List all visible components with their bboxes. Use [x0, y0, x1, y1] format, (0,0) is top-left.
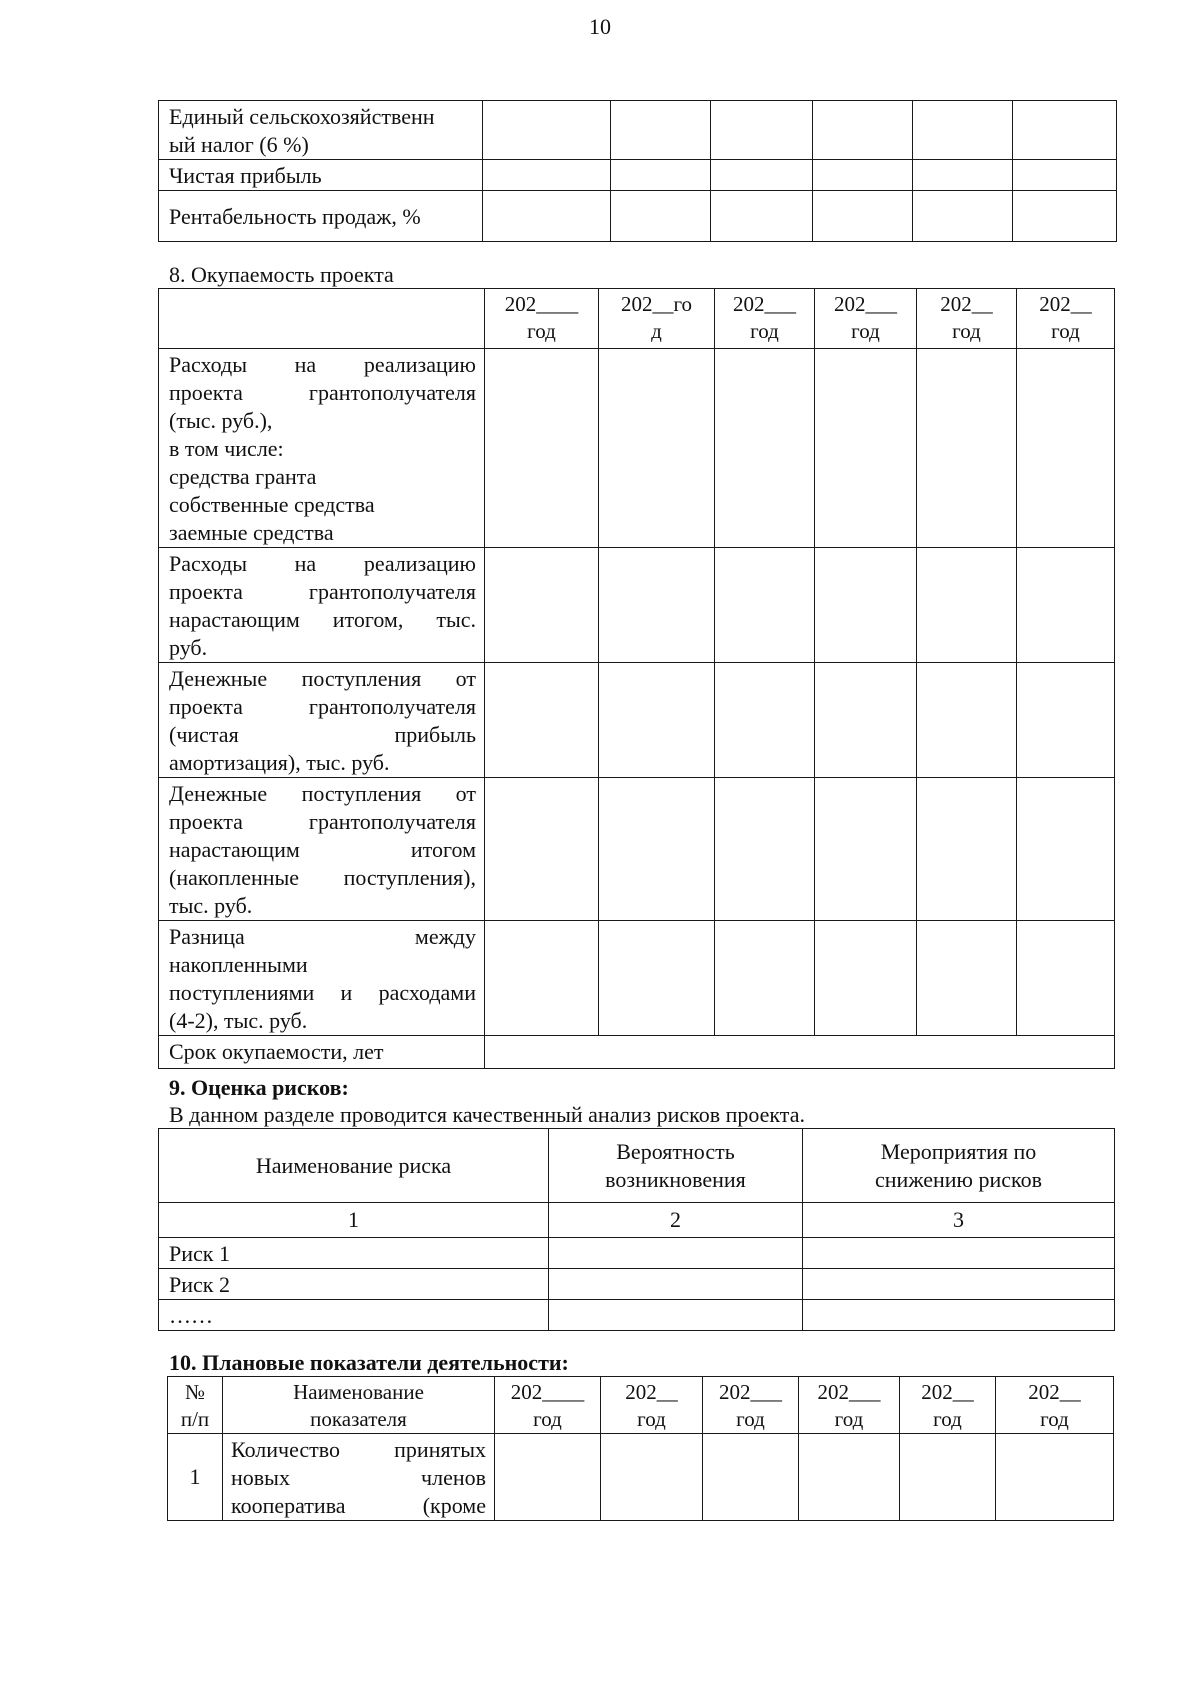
- value-cell[interactable]: [803, 1300, 1115, 1331]
- header-line: снижению рисков: [875, 1166, 1042, 1192]
- label-line: (4-2), тыс. руб.: [169, 1008, 308, 1033]
- year-header-bottom: д: [651, 319, 662, 343]
- table-row: [159, 191, 1117, 242]
- row-label: [159, 548, 485, 663]
- row-label: [159, 663, 485, 778]
- year-header: [900, 1377, 996, 1434]
- header-line: Вероятность: [616, 1138, 735, 1164]
- column-number: 3: [803, 1203, 1115, 1238]
- value-cell[interactable]: [917, 921, 1017, 1036]
- label-line: собственные средства: [169, 492, 375, 517]
- table-row: [159, 548, 1115, 663]
- year-header-bottom: год: [736, 1407, 765, 1431]
- header-line: показателя: [310, 1407, 407, 1431]
- value-cell[interactable]: [495, 1434, 601, 1521]
- year-header-top: 202__: [1039, 292, 1092, 316]
- section-title-payback: 8. Окупаемость проекта: [169, 262, 394, 287]
- value-cell[interactable]: [815, 663, 917, 778]
- table-row: [159, 1238, 1115, 1269]
- value-cell[interactable]: [803, 1238, 1115, 1269]
- value-cell[interactable]: [815, 921, 917, 1036]
- label-line: (накопленные поступления),: [169, 865, 476, 890]
- row-number: 1: [168, 1434, 223, 1521]
- payback-period-cell[interactable]: [485, 1036, 1115, 1069]
- value-cell[interactable]: [599, 349, 715, 548]
- value-cell[interactable]: [815, 778, 917, 921]
- value-cell[interactable]: [803, 1269, 1115, 1300]
- year-header-top: 202___: [719, 1380, 782, 1404]
- table-row: [159, 349, 1115, 548]
- value-cell[interactable]: [483, 191, 611, 242]
- table-row: [159, 778, 1115, 921]
- section-title-plan: 10. Плановые показатели деятельности:: [169, 1350, 569, 1375]
- mitigation-header: [803, 1129, 1115, 1203]
- value-cell[interactable]: [485, 778, 599, 921]
- value-cell[interactable]: [599, 778, 715, 921]
- row-label: [159, 160, 483, 191]
- value-cell[interactable]: [599, 548, 715, 663]
- table-row: [159, 921, 1115, 1036]
- label-line: ый налог (6 %): [169, 132, 309, 157]
- value-cell[interactable]: [483, 160, 611, 191]
- value-cell[interactable]: [815, 548, 917, 663]
- header-line: возникновения: [605, 1166, 746, 1192]
- label-line: заемные средства: [169, 520, 334, 545]
- year-header-top: 202__: [921, 1380, 974, 1404]
- value-cell[interactable]: [813, 191, 913, 242]
- row-label: [223, 1434, 495, 1521]
- value-cell[interactable]: [1013, 191, 1117, 242]
- year-header: [715, 289, 815, 349]
- label-line: нарастающим итогом, тыс.: [169, 607, 476, 632]
- row-label: [159, 921, 485, 1036]
- value-cell[interactable]: [1017, 778, 1115, 921]
- value-cell[interactable]: [485, 349, 599, 548]
- row-label: [159, 349, 485, 548]
- year-header-bottom: год: [750, 319, 779, 343]
- row-label: Срок окупаемости, лет: [159, 1036, 485, 1069]
- year-header-bottom: год: [1040, 1407, 1069, 1431]
- value-cell[interactable]: [799, 1434, 900, 1521]
- value-cell[interactable]: [913, 101, 1013, 160]
- value-cell[interactable]: [917, 778, 1017, 921]
- value-cell[interactable]: [1017, 349, 1115, 548]
- value-cell[interactable]: [599, 921, 715, 1036]
- value-cell[interactable]: [711, 160, 813, 191]
- plan-table: [167, 1376, 1114, 1521]
- label-line: Единый сельскохозяйственн: [169, 104, 435, 129]
- payback-table: [158, 288, 1115, 1069]
- header-line: №: [184, 1380, 206, 1404]
- year-header-top: 202____: [510, 1380, 585, 1404]
- label-line: Рентабельность продаж, %: [169, 204, 421, 229]
- financial-results-table: [158, 100, 1117, 242]
- value-cell[interactable]: [703, 1434, 799, 1521]
- value-cell[interactable]: [715, 349, 815, 548]
- year-header-bottom: год: [533, 1407, 562, 1431]
- year-header-top: 202___: [834, 292, 897, 316]
- risks-intro: В данном разделе проводится качественный анализ рисков проекта.: [169, 1102, 805, 1127]
- label-line: Количество принятых: [231, 1437, 486, 1462]
- value-cell[interactable]: [485, 548, 599, 663]
- table-row: [159, 1300, 1115, 1331]
- label-line: поступлениями и расходами: [169, 980, 476, 1005]
- value-cell[interactable]: [1017, 921, 1115, 1036]
- label-line: средства гранта: [169, 464, 317, 489]
- year-header-top: 202___: [817, 1380, 881, 1404]
- table-row: [159, 1269, 1115, 1300]
- probability-header: [549, 1129, 803, 1203]
- value-cell[interactable]: [711, 101, 813, 160]
- value-cell[interactable]: [900, 1434, 996, 1521]
- year-header-bottom: год: [851, 319, 880, 343]
- table-row: [168, 1434, 1114, 1521]
- header-empty-cell: [159, 289, 485, 349]
- value-cell[interactable]: [711, 191, 813, 242]
- row-label: [159, 101, 483, 160]
- year-header: [601, 1377, 703, 1434]
- value-cell[interactable]: [815, 349, 917, 548]
- label-line: проекта грантополучателя: [169, 809, 476, 834]
- year-header-top: 202____: [504, 292, 579, 316]
- risk-name-header: [159, 1129, 549, 1203]
- label-line: в том числе:: [169, 436, 284, 461]
- label-line: проекта грантополучателя: [169, 380, 476, 405]
- value-cell[interactable]: [485, 921, 599, 1036]
- risk-name-cell: Риск 2: [159, 1269, 549, 1300]
- year-header-top: 202__: [940, 292, 993, 316]
- label-line: проекта грантополучателя: [169, 694, 476, 719]
- table-row: [159, 160, 1117, 191]
- value-cell[interactable]: [813, 160, 913, 191]
- value-cell[interactable]: [601, 1434, 703, 1521]
- label-line: (тыс. руб.),: [169, 408, 273, 433]
- value-cell[interactable]: [715, 921, 815, 1036]
- year-header-top: 202__: [1028, 1380, 1081, 1404]
- year-header-bottom: год: [834, 1407, 864, 1431]
- page-number: 10: [589, 14, 611, 39]
- label-line: амортизация), тыс. руб.: [169, 750, 390, 775]
- risks-table: [158, 1128, 1115, 1331]
- label-line: проекта грантополучателя: [169, 579, 476, 604]
- table-header-row: [159, 1129, 1115, 1203]
- column-number: 1: [159, 1203, 549, 1238]
- header-line: Мероприятия по: [880, 1138, 1037, 1164]
- value-cell[interactable]: [715, 548, 815, 663]
- value-cell[interactable]: [917, 548, 1017, 663]
- table-row: [159, 101, 1117, 160]
- label-line: (чистая прибыль: [169, 722, 476, 747]
- label-line: Разница между: [169, 924, 476, 949]
- year-header: [799, 1377, 900, 1434]
- table-row: [159, 1036, 1115, 1069]
- value-cell[interactable]: [485, 663, 599, 778]
- value-cell[interactable]: [917, 349, 1017, 548]
- value-cell[interactable]: [483, 101, 611, 160]
- label-line: новых членов: [231, 1465, 486, 1490]
- label-line: руб.: [169, 635, 208, 660]
- label-line: тыс. руб.: [169, 893, 253, 918]
- table-header-row: [168, 1377, 1114, 1434]
- year-header: [495, 1377, 601, 1434]
- year-header: [703, 1377, 799, 1434]
- column-number-row: [159, 1203, 1115, 1238]
- table-row: [159, 663, 1115, 778]
- label-line: Расходы на реализацию: [169, 352, 476, 377]
- value-cell[interactable]: [549, 1269, 803, 1300]
- risk-name-cell: ……: [159, 1300, 549, 1331]
- risk-name-cell: Риск 1: [159, 1238, 549, 1269]
- table-header-row: [159, 289, 1115, 349]
- year-header: [815, 289, 917, 349]
- value-cell[interactable]: [715, 663, 815, 778]
- value-cell[interactable]: [913, 160, 1013, 191]
- year-header-bottom: год: [952, 319, 981, 343]
- label-line: Расходы на реализацию: [169, 551, 476, 576]
- value-cell[interactable]: [1013, 160, 1117, 191]
- num-header: [168, 1377, 223, 1434]
- value-cell[interactable]: [1017, 548, 1115, 663]
- year-header: [599, 289, 715, 349]
- value-cell[interactable]: [599, 663, 715, 778]
- value-cell[interactable]: [549, 1238, 803, 1269]
- value-cell[interactable]: [913, 191, 1013, 242]
- year-header: [485, 289, 599, 349]
- year-header-top: 202___: [733, 292, 796, 316]
- value-cell[interactable]: [549, 1300, 803, 1331]
- label-line: Денежные поступления от: [169, 781, 476, 806]
- value-cell[interactable]: [813, 101, 913, 160]
- year-header: [917, 289, 1017, 349]
- row-label: [159, 778, 485, 921]
- value-cell[interactable]: [1013, 101, 1117, 160]
- column-number: 2: [549, 1203, 803, 1238]
- label-line: накопленными: [169, 952, 308, 977]
- value-cell[interactable]: [996, 1434, 1114, 1521]
- value-cell[interactable]: [611, 160, 711, 191]
- header-line: п/п: [180, 1407, 210, 1431]
- label-line: Чистая прибыль: [169, 163, 322, 188]
- year-header-top: 202__го: [620, 292, 693, 316]
- label-line: кооператива (кроме: [231, 1493, 486, 1518]
- row-label: [159, 191, 483, 242]
- label-line: Денежные поступления от: [169, 666, 476, 691]
- year-header-bottom: год: [933, 1407, 962, 1431]
- value-cell[interactable]: [1017, 663, 1115, 778]
- indicator-name-header: [223, 1377, 495, 1434]
- year-header-bottom: год: [1051, 319, 1080, 343]
- label-line: нарастающим итогом: [169, 837, 476, 862]
- value-cell[interactable]: [917, 663, 1017, 778]
- year-header-top: 202__: [625, 1380, 678, 1404]
- value-cell[interactable]: [715, 778, 815, 921]
- year-header: [1017, 289, 1115, 349]
- header-line: Наименование: [293, 1380, 424, 1404]
- section-title-risks: 9. Оценка рисков:: [169, 1075, 349, 1100]
- header-line: Наименование риска: [255, 1152, 452, 1178]
- year-header: [996, 1377, 1114, 1434]
- value-cell[interactable]: [611, 191, 711, 242]
- year-header-bottom: год: [527, 319, 556, 343]
- value-cell[interactable]: [611, 101, 711, 160]
- year-header-bottom: год: [637, 1407, 666, 1431]
